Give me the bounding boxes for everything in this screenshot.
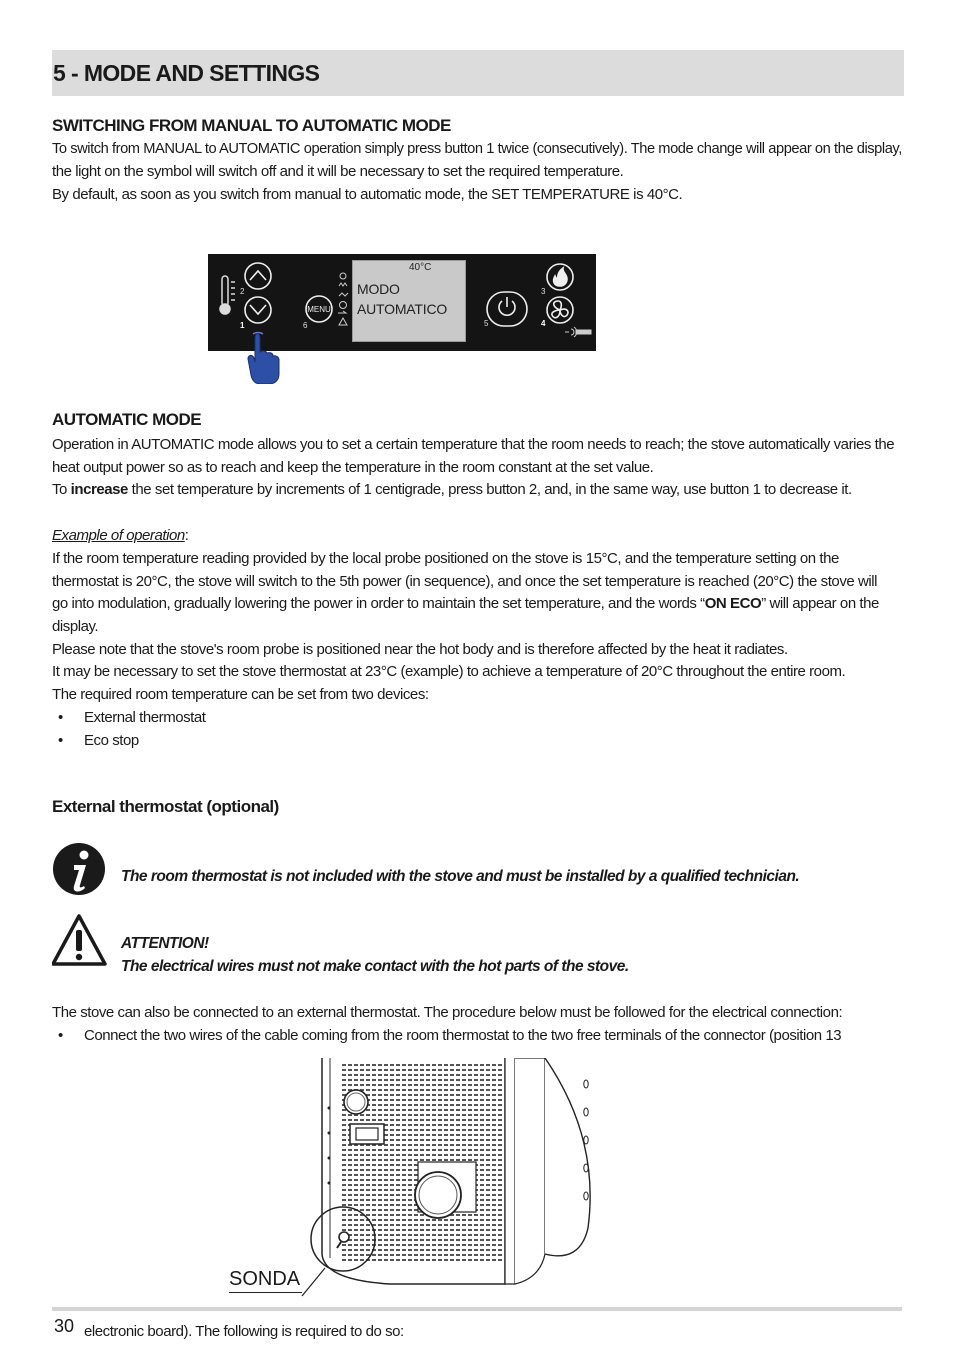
footer-divider [52, 1307, 902, 1311]
automatic-heading: AUTOMATIC MODE [52, 410, 202, 429]
example-line-4: display. [52, 618, 99, 635]
flame-icon [547, 264, 573, 290]
switching-heading: SWITCHING FROM MANUAL TO AUTOMATIC MODE [52, 116, 451, 135]
bullet-dot: • [58, 709, 63, 726]
display-set-temperature: 40°C [409, 262, 432, 273]
power-icon [487, 292, 527, 326]
display-line-1: MODO [357, 281, 400, 297]
stove-rear-figure [300, 1058, 610, 1303]
automatic-p1-line-2: heat output power so as to reach and keep the temperature in the room constant at the set value. [52, 459, 654, 476]
menu-icon [306, 296, 332, 322]
example-label: Example of operation: [52, 527, 189, 544]
note-line-3: The required room temperature can be set from two devices: [52, 686, 429, 703]
button-number-4: 4 [541, 319, 546, 328]
bullet-dot: • [58, 732, 63, 749]
attention-text: The electrical wires must not make contact with the hot parts of the stove. [121, 958, 629, 975]
switching-line-3: By default, as soon as you switch from manual to automatic mode, the SET TEMPERATURE is 40°C. [52, 186, 683, 203]
info-icon [52, 842, 108, 898]
continued-text: electronic board). The following is required to do so: [84, 1323, 404, 1340]
button-number-6: 6 [303, 321, 308, 330]
automatic-p2: To increase the set temperature by increments of 1 centigrade, press button 2, and, in the same way, use button 1 to decrease it. [52, 481, 852, 498]
button-number-2: 2 [240, 287, 245, 296]
bullet-eco-stop: Eco stop [84, 732, 139, 749]
button-number-3: 3 [541, 287, 546, 296]
note-line-1: Please note that the stove's room probe is positioned near the hot body and is therefore affected by the heat it radiates. [52, 641, 788, 658]
thermometer-icon [220, 276, 235, 314]
arrow-down-icon [245, 297, 271, 323]
fan-icon [547, 297, 573, 323]
finger-pointer-icon [248, 332, 279, 384]
attention-title: ATTENTION! [121, 935, 209, 952]
switching-line-1: To switch from MANUAL to AUTOMATIC operation simply press button 1 twice (consecutively). The mode change will appear on the display, [52, 140, 902, 157]
external-heading: External thermostat (optional) [52, 797, 279, 816]
switching-line-2: the light on the symbol will switch off and it will be necessary to set the required temperature. [52, 163, 624, 180]
sonda-underline [229, 1292, 302, 1293]
example-line-2: thermostat is 20°C, the stove will switch to the 5th power (in sequence), and once the set temperature is reached (20°C) the stove will [52, 573, 878, 590]
external-bullet-1: Connect the two wires of the cable coming from the room thermostat to the two free terminals of the connector (position 13 [84, 1027, 842, 1044]
info-note: The room thermostat is not included with the stove and must be installed by a qualified technician. [121, 868, 800, 885]
bullet-external-thermostat: External thermostat [84, 709, 206, 726]
note-line-2: It may be necessary to set the stove thermostat at 23°C (example) to achieve a temperature of 20°C throughout the entire room. [52, 663, 846, 680]
page-number: 30 [54, 1316, 75, 1336]
status-symbols [338, 273, 348, 325]
example-line-1: If the room temperature reading provided by the local probe positioned on the stove is 15°C, and the temperature setting on the [52, 550, 839, 567]
button-number-1: 1 [240, 321, 245, 330]
arrow-up-icon [245, 263, 271, 289]
button-number-5: 5 [484, 319, 489, 328]
external-intro: The stove can also be connected to an external thermostat. The procedure below must be followed for the electrical connection: [52, 1004, 843, 1021]
remote-signal-icon [565, 327, 591, 337]
page-title: 5 - MODE AND SETTINGS [53, 60, 320, 86]
automatic-p1-line-1: Operation in AUTOMATIC mode allows you to set a certain temperature that the room needs to reach; the stove automatically varies the [52, 436, 895, 453]
sonda-label: SONDA [229, 1268, 301, 1290]
bullet-dot: • [58, 1027, 63, 1044]
menu-button-label: MENU [307, 305, 331, 314]
example-line-3: go into modulation, gradually lowering the power in order to maintain the set temperature, and the words “ON ECO” will appear on the [52, 595, 879, 612]
warning-icon [52, 913, 108, 967]
display-line-2: AUTOMATICO [357, 301, 448, 317]
